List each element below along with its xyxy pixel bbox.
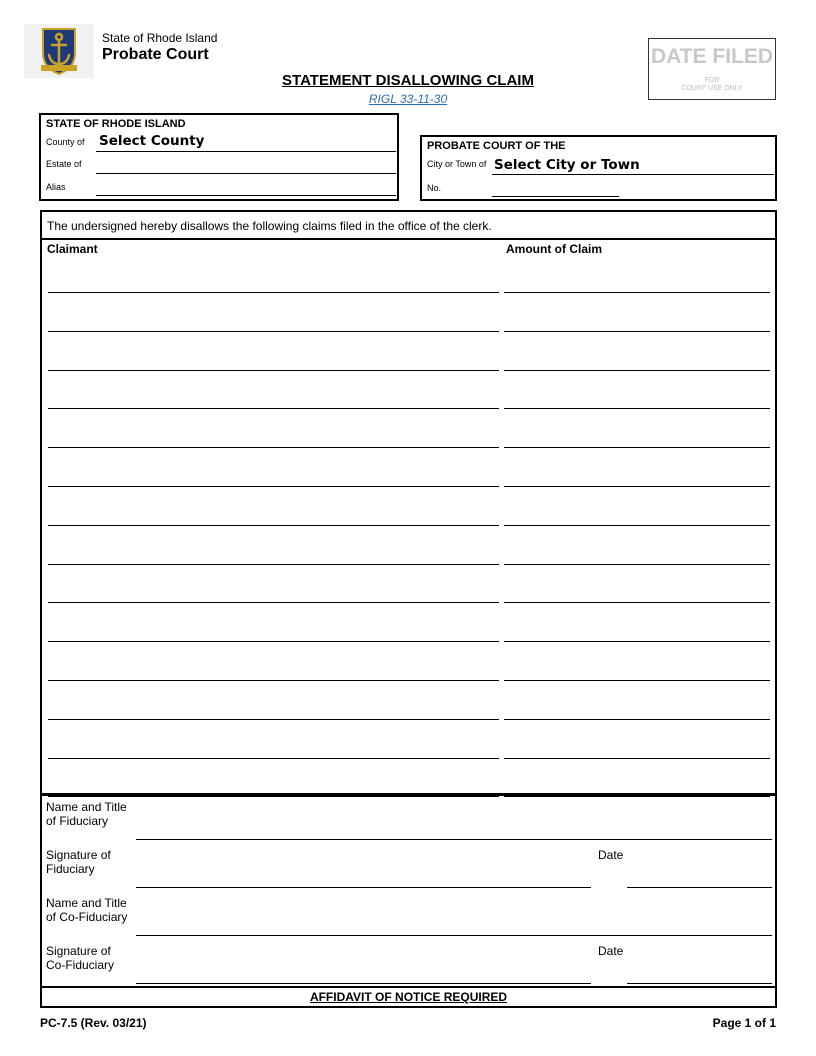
amount-field[interactable] (504, 602, 770, 603)
sig-fiduciary-label-line1: Signature of (46, 848, 111, 862)
court-use-only: COURT USE ONLY (681, 85, 743, 92)
amount-field[interactable] (504, 719, 770, 720)
state-seal (24, 24, 94, 78)
claims-divider (42, 238, 775, 240)
claimant-field[interactable] (48, 525, 499, 526)
amount-field[interactable] (504, 292, 770, 293)
page-title: STATEMENT DISALLOWING CLAIM (282, 72, 534, 89)
affidavit-notice: AFFIDAVIT OF NOTICE REQUIRED (40, 986, 777, 1008)
claims-table (40, 210, 777, 795)
state-box (39, 113, 399, 201)
amount-field[interactable] (504, 486, 770, 487)
name-cofiduciary-label (46, 896, 127, 924)
claims-intro: The undersigned hereby disallows the following claims filed in the office of the clerk. (47, 219, 492, 233)
claimant-field[interactable] (48, 331, 499, 332)
amount-header: Amount of Claim (506, 242, 602, 256)
name-fiduciary-label-line2: of Fiduciary (46, 814, 109, 828)
anchor-seal-icon (39, 27, 79, 75)
name-fiduciary-label (46, 800, 127, 828)
claimant-field[interactable] (48, 680, 499, 681)
name-fiduciary-field[interactable] (136, 839, 772, 840)
name-fiduciary-label-line1: Name and Title (46, 800, 127, 814)
alias-field[interactable] (96, 195, 396, 196)
date-fiduciary-label: Date (598, 848, 624, 862)
claimant-field[interactable] (48, 486, 499, 487)
amount-field[interactable] (504, 564, 770, 565)
court-use-for: FOR (704, 77, 720, 84)
sig-cofiduciary-label (46, 944, 114, 972)
estate-label: Estate of (46, 159, 82, 169)
claimant-field[interactable] (48, 719, 499, 720)
court-name: Probate Court (102, 46, 209, 63)
date-filed-label: DATE FILED (650, 45, 774, 68)
city-line (492, 174, 774, 175)
sig-fiduciary-label-line2: Fiduciary (46, 862, 95, 876)
alias-label: Alias (46, 182, 66, 192)
sig-fiduciary-field[interactable] (136, 887, 591, 888)
signature-section (40, 794, 777, 988)
sig-fiduciary-label (46, 848, 111, 876)
city-select[interactable]: Select City or Town (494, 157, 640, 173)
amount-field[interactable] (504, 370, 770, 371)
claimant-field[interactable] (48, 370, 499, 371)
claimant-field[interactable] (48, 758, 499, 759)
amount-field[interactable] (504, 525, 770, 526)
name-cofiduciary-label-line2: of Co-Fiduciary (46, 910, 128, 924)
estate-field[interactable] (96, 173, 396, 174)
state-heading: STATE OF RHODE ISLAND (46, 118, 186, 130)
date-cofiduciary-field[interactable] (627, 983, 772, 984)
number-field[interactable] (492, 196, 619, 197)
sig-cofiduciary-label-line1: Signature of (46, 944, 111, 958)
amount-field[interactable] (504, 680, 770, 681)
date-cofiduciary-label: Date (598, 944, 624, 958)
amount-field[interactable] (504, 331, 770, 332)
amount-field[interactable] (504, 758, 770, 759)
number-label: No. (427, 183, 442, 193)
name-cofiduciary-field[interactable] (136, 935, 772, 936)
amount-field[interactable] (504, 408, 770, 409)
page-number: Page 1 of 1 (712, 1016, 776, 1030)
form-number: PC-7.5 (Rev. 03/21) (40, 1016, 147, 1030)
name-cofiduciary-label-line1: Name and Title (46, 896, 127, 910)
county-select[interactable]: Select County (99, 133, 205, 149)
date-filed-box (648, 38, 776, 100)
claimant-field[interactable] (48, 564, 499, 565)
claimant-field[interactable] (48, 292, 499, 293)
sig-cofiduciary-field[interactable] (136, 983, 591, 984)
court-heading: PROBATE COURT OF THE (427, 140, 566, 152)
court-box (420, 135, 777, 201)
county-line (96, 151, 396, 152)
county-label: County of (46, 137, 85, 147)
amount-field[interactable] (504, 641, 770, 642)
claimant-field[interactable] (48, 602, 499, 603)
state-name: State of Rhode Island (102, 31, 218, 45)
city-label: City or Town of (427, 159, 487, 169)
statute-link[interactable]: RIGL 33-11-30 (368, 92, 448, 106)
date-fiduciary-field[interactable] (627, 887, 772, 888)
claimant-field[interactable] (48, 641, 499, 642)
sig-cofiduciary-label-line2: Co-Fiduciary (46, 958, 115, 972)
amount-field[interactable] (504, 447, 770, 448)
claimant-field[interactable] (48, 447, 499, 448)
claimant-header: Claimant (47, 242, 98, 256)
claimant-field[interactable] (48, 408, 499, 409)
